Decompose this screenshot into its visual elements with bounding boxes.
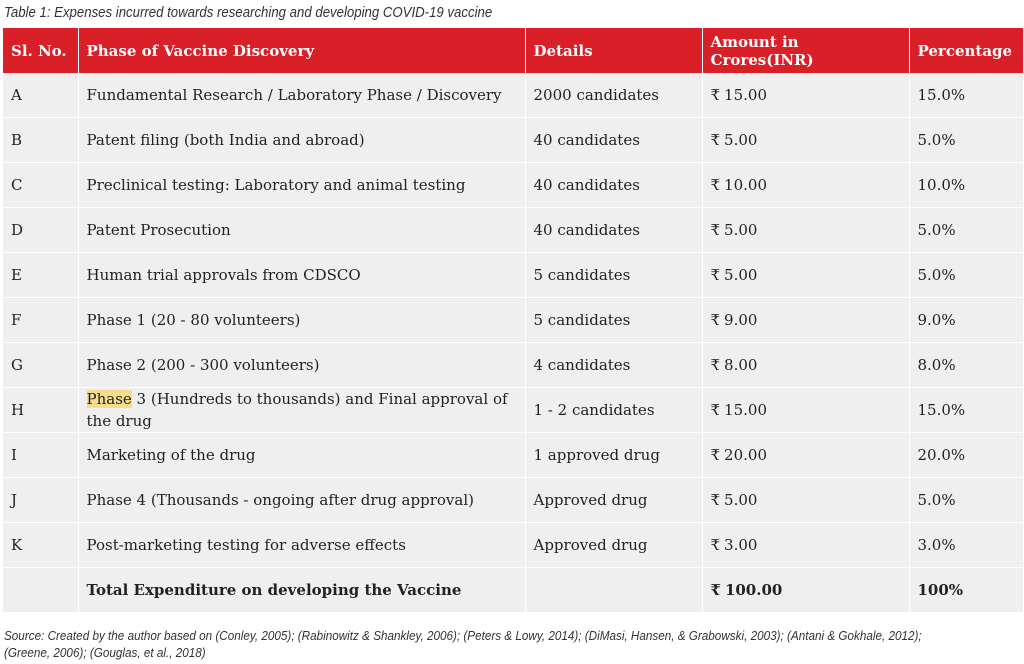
rupee-symbol: ₹ bbox=[710, 131, 721, 149]
cell-amount bbox=[702, 298, 909, 343]
cell-sl: G bbox=[3, 343, 78, 388]
cell-percentage: 15.0% bbox=[909, 73, 1023, 118]
cell-sl: H bbox=[3, 388, 78, 433]
table-row bbox=[3, 388, 1023, 433]
header-phase: Phase of Vaccine Discovery bbox=[78, 28, 525, 73]
table-row bbox=[3, 163, 1023, 208]
amount-value: 5.00 bbox=[724, 491, 758, 509]
cell-details: Approved drug bbox=[525, 478, 702, 523]
table-row bbox=[3, 478, 1023, 523]
cell-details: 5 candidates bbox=[525, 253, 702, 298]
cell-sl: E bbox=[3, 253, 78, 298]
rupee-symbol: ₹ bbox=[710, 536, 721, 554]
cell-amount bbox=[702, 388, 909, 433]
cell-percentage: 5.0% bbox=[909, 478, 1023, 523]
cell-sl: B bbox=[3, 118, 78, 163]
source-note: Source: Created by the author based on (Conley, 2005); (Rabinowitz & Shankley, 2006); (Peters & Lowy, 2014); (DiMasi, Hansen, & Grabowski, 2003); (Antani & Gokhale, 2012); (Greene, 2006); (Gouglas, et al., 2018) bbox=[4, 628, 922, 660]
header-amount: Amount in Crores(INR) bbox=[702, 28, 909, 73]
cell-percentage: 5.0% bbox=[909, 118, 1023, 163]
header-details: Details bbox=[525, 28, 702, 73]
table-row bbox=[3, 433, 1023, 478]
cell-details: 40 candidates bbox=[525, 118, 702, 163]
cell-percentage: 5.0% bbox=[909, 208, 1023, 253]
cell-percentage: 20.0% bbox=[909, 433, 1023, 478]
cell-phase: Preclinical testing: Laboratory and animal testing bbox=[78, 163, 525, 208]
cell-phase: Patent filing (both India and abroad) bbox=[78, 118, 525, 163]
cell-phase: Marketing of the drug bbox=[78, 433, 525, 478]
amount-value: 15.00 bbox=[724, 401, 767, 419]
cell-details: 4 candidates bbox=[525, 343, 702, 388]
cell-percentage: 9.0% bbox=[909, 298, 1023, 343]
amount-value: 20.00 bbox=[724, 446, 767, 464]
cell-sl: I bbox=[3, 433, 78, 478]
cell-phase: Phase 2 (200 - 300 volunteers) bbox=[78, 343, 525, 388]
cell-phase: Post-marketing testing for adverse effects bbox=[78, 523, 525, 568]
table-row bbox=[3, 73, 1023, 118]
cell-phase: Patent Prosecution bbox=[78, 208, 525, 253]
cell-sl: F bbox=[3, 298, 78, 343]
total-amount bbox=[702, 568, 909, 613]
cell-amount bbox=[702, 253, 909, 298]
cell-sl: C bbox=[3, 163, 78, 208]
total-label: Total Expenditure on developing the Vaccine bbox=[78, 568, 525, 613]
cell-sl: K bbox=[3, 523, 78, 568]
rupee-symbol: ₹ bbox=[710, 266, 721, 284]
total-percentage: 100% bbox=[909, 568, 1023, 613]
amount-value: 5.00 bbox=[724, 266, 758, 284]
amount-value: 3.00 bbox=[724, 536, 758, 554]
rupee-symbol: ₹ bbox=[710, 176, 721, 194]
cell-percentage: 8.0% bbox=[909, 343, 1023, 388]
amount-value: 8.00 bbox=[724, 356, 758, 374]
cell-details bbox=[525, 568, 702, 613]
cell-details: 1 - 2 candidates bbox=[525, 388, 702, 433]
table-caption: Table 1: Expenses incurred towards researching and developing COVID-19 vaccine bbox=[4, 4, 493, 21]
cell-amount bbox=[702, 118, 909, 163]
cell-details: Approved drug bbox=[525, 523, 702, 568]
amount-value: 5.00 bbox=[724, 131, 758, 149]
cell-amount bbox=[702, 73, 909, 118]
cell-amount bbox=[702, 478, 909, 523]
table-row bbox=[3, 523, 1023, 568]
cell-amount bbox=[702, 433, 909, 478]
cell-sl: D bbox=[3, 208, 78, 253]
cell-amount bbox=[702, 208, 909, 253]
cell-phase: Human trial approvals from CDSCO bbox=[78, 253, 525, 298]
cell-percentage: 15.0% bbox=[909, 388, 1023, 433]
cell-details: 40 candidates bbox=[525, 208, 702, 253]
rupee-symbol: ₹ bbox=[710, 581, 721, 599]
table-row bbox=[3, 118, 1023, 163]
amount-value: 9.00 bbox=[724, 311, 758, 329]
cell-phase: Phase 1 (20 - 80 volunteers) bbox=[78, 298, 525, 343]
rupee-symbol: ₹ bbox=[710, 446, 721, 464]
cell-percentage: 5.0% bbox=[909, 253, 1023, 298]
rupee-symbol: ₹ bbox=[710, 311, 721, 329]
rupee-symbol: ₹ bbox=[710, 86, 721, 104]
cell-details: 2000 candidates bbox=[525, 73, 702, 118]
expenses-table bbox=[3, 28, 1023, 613]
cell-phase: Fundamental Research / Laboratory Phase / Discovery bbox=[78, 73, 525, 118]
table-row bbox=[3, 343, 1023, 388]
cell-details: 5 candidates bbox=[525, 298, 702, 343]
cell-percentage: 10.0% bbox=[909, 163, 1023, 208]
table-row bbox=[3, 253, 1023, 298]
amount-value: 10.00 bbox=[724, 176, 767, 194]
cell-sl: J bbox=[3, 478, 78, 523]
header-percentage: Percentage bbox=[909, 28, 1023, 73]
cell-details: 40 candidates bbox=[525, 163, 702, 208]
amount-value: 5.00 bbox=[724, 221, 758, 239]
highlighted-text: Phase bbox=[86, 390, 132, 408]
cell-amount bbox=[702, 343, 909, 388]
header-row bbox=[3, 28, 1023, 73]
cell-amount bbox=[702, 163, 909, 208]
total-row bbox=[3, 568, 1023, 613]
header-sl-no: Sl. No. bbox=[3, 28, 78, 73]
cell-percentage: 3.0% bbox=[909, 523, 1023, 568]
rupee-symbol: ₹ bbox=[710, 491, 721, 509]
cell-sl: A bbox=[3, 73, 78, 118]
phase-text: 3 (Hundreds to thousands) and Final approval of the drug bbox=[86, 390, 508, 430]
cell-phase: Phase 4 (Thousands - ongoing after drug approval) bbox=[78, 478, 525, 523]
rupee-symbol: ₹ bbox=[710, 221, 721, 239]
rupee-symbol: ₹ bbox=[710, 356, 721, 374]
rupee-symbol: ₹ bbox=[710, 401, 721, 419]
table-row bbox=[3, 298, 1023, 343]
table-row bbox=[3, 208, 1023, 253]
cell-amount bbox=[702, 523, 909, 568]
cell-details: 1 approved drug bbox=[525, 433, 702, 478]
cell-sl bbox=[3, 568, 78, 613]
amount-value: 15.00 bbox=[724, 86, 767, 104]
cell-phase bbox=[78, 388, 525, 433]
amount-value: 100.00 bbox=[724, 581, 783, 599]
